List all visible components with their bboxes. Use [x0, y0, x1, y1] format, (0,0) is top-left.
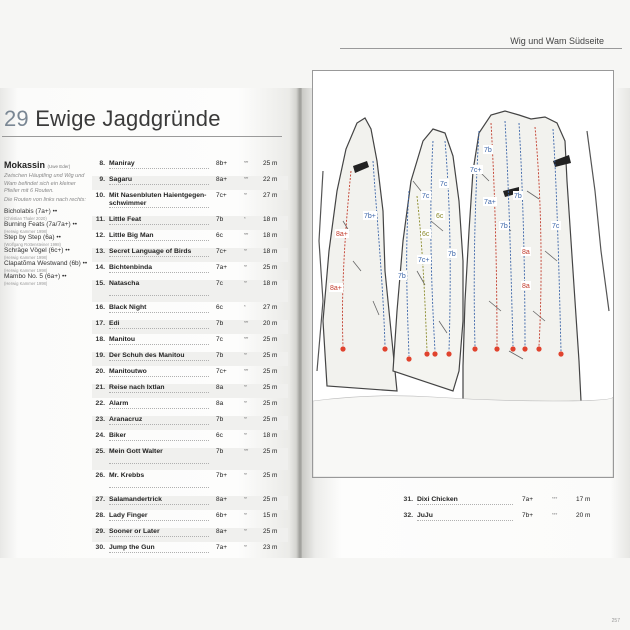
route-description — [109, 463, 209, 467]
route-grade: 6c — [216, 432, 223, 439]
route-name: Bichtenbinda — [109, 264, 153, 271]
grade-label: 8a+ — [336, 231, 348, 238]
route-grade: 6b+ — [216, 512, 228, 519]
chapter-name: Ewige Jagdgründe — [35, 106, 221, 131]
route-grade: 7c — [216, 336, 223, 343]
route-grade: 7a+ — [216, 544, 228, 551]
start-marker — [382, 346, 387, 351]
grade-label: 7c+ — [418, 257, 430, 264]
route-stars: ** — [244, 432, 247, 437]
grade-label: 7c+ — [470, 167, 482, 174]
header-rule — [2, 136, 282, 137]
route-length: 25 m — [263, 384, 278, 391]
recommendation-credit: (Herwig Kammer 1998) — [4, 255, 48, 260]
route-row — [92, 512, 288, 526]
start-marker — [446, 351, 451, 356]
route-description — [109, 224, 209, 228]
route-row — [92, 280, 288, 302]
grade-label: 8a — [522, 283, 530, 290]
route-description — [109, 376, 209, 380]
route-row — [92, 496, 288, 510]
route-number: 28. — [95, 512, 105, 519]
route-name: Maniray — [109, 160, 135, 167]
route-length: 27 m — [263, 304, 278, 311]
intro-subtitle: Die Routen von links nach rechts: — [4, 196, 86, 203]
grade-label: 7b — [500, 223, 508, 230]
recommendation-credit: (Herwig Kammer 1998) — [4, 268, 48, 273]
route-name: JuJu — [417, 512, 433, 519]
route-name: Alarm — [109, 400, 129, 407]
grade-label: 8a+ — [330, 285, 342, 292]
route-name: Black Night — [109, 304, 147, 311]
intro-title-credit: (Uwe Eder) — [47, 164, 71, 169]
route-stars: *** — [244, 448, 248, 453]
route-number: 14. — [95, 264, 105, 271]
chapter-number: 29 — [4, 106, 29, 131]
header-rule-right — [340, 48, 622, 49]
route-stars: *** — [244, 320, 248, 325]
route-row — [92, 320, 288, 334]
route-stars: *** — [552, 512, 558, 517]
route-name: Mr. Krebbs — [109, 472, 145, 479]
route-length: 25 m — [263, 264, 278, 271]
route-length: 18 m — [263, 248, 278, 255]
start-marker — [536, 346, 541, 351]
route-description — [109, 168, 209, 172]
route-name: Lady Finger — [109, 512, 148, 519]
route-stars: *** — [244, 336, 248, 341]
route-stars: ** — [244, 544, 247, 549]
route-grade: 7c — [216, 280, 223, 287]
route-row — [92, 352, 288, 366]
route-length: 15 m — [263, 512, 278, 519]
grade-label: 7b — [484, 147, 492, 154]
route-stars: *** — [244, 232, 248, 237]
route-length: 25 m — [263, 160, 278, 167]
route-grade: 7a+ — [216, 264, 228, 271]
route-row — [92, 176, 288, 190]
recommendation-name: Clapatõma Westwand (6b) •• — [4, 260, 88, 267]
route-stars: ** — [244, 512, 247, 517]
route-number: 27. — [95, 496, 105, 503]
route-description — [109, 487, 209, 491]
intro-title — [4, 160, 88, 172]
route-grade: 7c+ — [216, 368, 227, 375]
start-marker — [406, 356, 411, 361]
start-marker — [558, 351, 563, 356]
page-number: 257 — [611, 618, 620, 624]
route-length: 25 m — [263, 400, 278, 407]
route-description — [109, 272, 209, 276]
intro-title-text: Mokassin — [4, 160, 46, 170]
start-marker — [494, 346, 499, 351]
route-name: Salamandertrick — [109, 496, 162, 503]
route-number: 8. — [99, 160, 105, 167]
route-grade: 8b+ — [216, 160, 228, 167]
route-number: 32. — [403, 512, 413, 519]
route-description — [109, 256, 209, 260]
recommendation-credit: (Christian Thaler 2020) — [4, 216, 47, 221]
route-number: 31. — [403, 496, 413, 503]
route-stars: *** — [244, 176, 248, 181]
grade-label: 7a+ — [484, 199, 496, 206]
route-row — [92, 192, 288, 214]
route-number: 22. — [95, 400, 105, 407]
route-row — [92, 432, 288, 446]
recommendation-item — [4, 221, 88, 234]
topo-drawing — [313, 71, 613, 477]
route-description — [109, 295, 209, 299]
route-length: 20 m — [576, 512, 591, 519]
route-row — [92, 368, 288, 382]
route-description — [417, 504, 513, 508]
route-name: Aranacruz — [109, 416, 143, 423]
route-length: 18 m — [263, 280, 278, 287]
recommendation-list — [4, 208, 88, 286]
route-stars: *** — [552, 496, 558, 501]
route-stars: ** — [244, 472, 247, 477]
route-grade: 8a — [216, 384, 224, 391]
route-length: 25 m — [263, 336, 278, 343]
route-name: Dixi Chicken — [417, 496, 458, 503]
route-stars: ** — [244, 280, 247, 285]
route-stars: ** — [244, 192, 247, 197]
route-stars: * — [244, 216, 246, 221]
route-length: 25 m — [263, 352, 278, 359]
recommendation-name: Mambo No. 5 (6a+) •• — [4, 273, 67, 280]
route-number: 20. — [95, 368, 105, 375]
route-name: Sooner or Later — [109, 528, 160, 535]
route-grade: 7b+ — [216, 472, 228, 479]
start-marker — [522, 346, 527, 351]
route-number: 17. — [95, 320, 105, 327]
recommendation-name: Burning Feats (7a/7a+) •• — [4, 221, 78, 228]
topo-diagram — [312, 70, 614, 478]
route-description — [109, 504, 209, 508]
route-length: 25 m — [263, 416, 278, 423]
grade-label: 7b — [398, 273, 406, 280]
recommendation-item — [4, 273, 88, 286]
grade-label: 7b — [514, 193, 522, 200]
route-row — [92, 264, 288, 278]
route-row — [92, 248, 288, 262]
route-grade: 7c+ — [216, 248, 227, 255]
route-number: 26. — [95, 472, 105, 479]
route-description — [109, 344, 209, 348]
route-name: Little Feat — [109, 216, 142, 223]
route-row — [92, 304, 288, 318]
route-description — [109, 520, 209, 524]
route-stars: ** — [244, 264, 247, 269]
route-row — [92, 232, 288, 246]
route-number: 18. — [95, 336, 105, 343]
recommendation-credit: (Herwig Kammer 1998) — [4, 229, 48, 234]
left-page — [0, 88, 298, 558]
route-description — [109, 312, 209, 316]
route-stars: ** — [244, 528, 247, 533]
route-grade: 6c — [216, 304, 223, 311]
route-description — [109, 424, 209, 428]
route-name: Jump the Gun — [109, 544, 155, 551]
route-row — [400, 512, 610, 526]
grade-label: 8a — [522, 249, 530, 256]
route-name: Biker — [109, 432, 127, 439]
grade-label: 7c — [552, 223, 560, 230]
route-length: 27 m — [263, 192, 278, 199]
route-grade: 7b — [216, 352, 224, 359]
route-name: Natascha — [109, 280, 140, 287]
route-description — [109, 328, 209, 332]
route-length: 20 m — [263, 320, 278, 327]
start-marker — [424, 351, 429, 356]
route-grade: 7b+ — [522, 512, 534, 519]
route-row — [92, 544, 288, 558]
route-length: 25 m — [263, 448, 278, 455]
route-description — [109, 408, 209, 412]
route-number: 23. — [95, 416, 105, 423]
route-number: 29. — [95, 528, 105, 535]
route-length: 25 m — [263, 528, 278, 535]
grade-label: 6c — [436, 213, 444, 220]
route-number: 11. — [95, 216, 105, 223]
recommendation-item — [4, 247, 88, 260]
route-stars: ** — [244, 248, 247, 253]
route-number: 19. — [95, 352, 105, 359]
route-length: 22 m — [263, 176, 278, 183]
route-description — [109, 184, 209, 188]
route-name: Mit Nasenbluten Haientgegen- — [109, 192, 207, 199]
route-description — [109, 552, 209, 556]
start-marker — [472, 346, 477, 351]
route-length: 18 m — [263, 216, 278, 223]
route-number: 13. — [95, 248, 105, 255]
route-number: 21. — [95, 384, 105, 391]
grade-label: 7c — [440, 181, 448, 188]
route-name: Manitou — [109, 336, 136, 343]
route-stars: * — [244, 304, 246, 309]
route-name: Manitoutwo — [109, 368, 147, 375]
grade-label: 7b — [448, 251, 456, 258]
chapter-title — [4, 106, 221, 132]
grade-label: 7c — [422, 193, 430, 200]
route-row — [92, 160, 288, 174]
route-stars: ** — [244, 384, 247, 389]
intro-column — [4, 160, 88, 286]
route-number: 24. — [95, 432, 105, 439]
route-row — [92, 472, 288, 494]
route-description — [109, 440, 209, 444]
route-length: 25 m — [263, 472, 278, 479]
route-number: 12. — [95, 232, 105, 239]
route-row — [92, 528, 288, 542]
route-number: 30. — [95, 544, 105, 551]
route-grade: 8a+ — [216, 528, 228, 535]
start-marker — [510, 346, 515, 351]
route-length: 25 m — [263, 496, 278, 503]
route-length: 23 m — [263, 544, 278, 551]
route-number: 10. — [95, 192, 105, 199]
section-title: Wig und Wam Südseite — [510, 36, 604, 46]
ground — [313, 396, 613, 477]
route-description — [417, 520, 513, 524]
route-grade: 7b — [216, 448, 224, 455]
route-description — [109, 240, 209, 244]
route-stars: *** — [244, 368, 248, 373]
route-grade: 6c — [216, 232, 223, 239]
recommendation-name: Schräge Vögel (6c+) •• — [4, 247, 70, 254]
route-stars: *** — [244, 160, 248, 165]
recommendation-credit: (Herwig Kammer 1998) — [4, 281, 48, 286]
route-name-continued: schwimmer — [109, 200, 147, 207]
route-row — [400, 496, 610, 510]
recommendation-item — [4, 234, 88, 247]
recommendation-item — [4, 260, 88, 273]
route-length: 18 m — [263, 432, 278, 439]
route-description — [109, 360, 209, 364]
route-length: 17 m — [576, 496, 591, 503]
route-grade: 7a+ — [522, 496, 534, 503]
route-row — [92, 400, 288, 414]
route-name: Der Schuh des Manitou — [109, 352, 185, 359]
route-row — [92, 216, 288, 230]
route-grade: 8a+ — [216, 176, 228, 183]
recommendation-credit: (Wolfgang Rottensteiner 1998) — [4, 242, 61, 247]
rock-wall-right — [463, 111, 581, 407]
route-row — [92, 384, 288, 398]
route-stars: ** — [244, 416, 247, 421]
route-name: Mein Gott Walter — [109, 448, 163, 455]
route-grade: 7c+ — [216, 192, 227, 199]
route-row — [92, 448, 288, 470]
route-grade: 7b — [216, 320, 224, 327]
start-marker — [432, 351, 437, 356]
route-row — [92, 336, 288, 350]
route-grade: 7b — [216, 216, 224, 223]
route-number: 15. — [95, 280, 105, 287]
route-number: 25. — [95, 448, 105, 455]
route-number: 16. — [95, 304, 105, 311]
route-grade: 7b — [216, 416, 224, 423]
intro-blurb: Zwischen Häuptling und Wig und Wam befindet sich ein kleiner Pfeiler mit 6 Routen. — [4, 173, 85, 194]
route-number: 9. — [99, 176, 105, 183]
recommendation-item — [4, 208, 88, 221]
route-stars: ** — [244, 496, 247, 501]
grade-label: 7b+ — [364, 213, 376, 220]
route-name: Reise nach Ixtlan — [109, 384, 165, 391]
route-row — [92, 416, 288, 430]
route-grade: 8a+ — [216, 496, 228, 503]
route-description — [109, 207, 209, 211]
route-stars: ** — [244, 352, 247, 357]
recommendation-name: Step by Step (6a) •• — [4, 234, 61, 241]
start-marker — [340, 346, 345, 351]
route-grade: 8a — [216, 400, 224, 407]
route-stars: ** — [244, 400, 247, 405]
route-length: 25 m — [263, 368, 278, 375]
route-length: 18 m — [263, 232, 278, 239]
grade-label: 6c — [422, 231, 430, 238]
recommendation-name: Bicholabis (7a+) •• — [4, 208, 58, 215]
route-name: Edi — [109, 320, 120, 327]
route-name: Secret Language of Birds — [109, 248, 192, 255]
route-name: Sagaru — [109, 176, 133, 183]
route-description — [109, 536, 209, 540]
route-description — [109, 392, 209, 396]
route-name: Little Big Man — [109, 232, 154, 239]
